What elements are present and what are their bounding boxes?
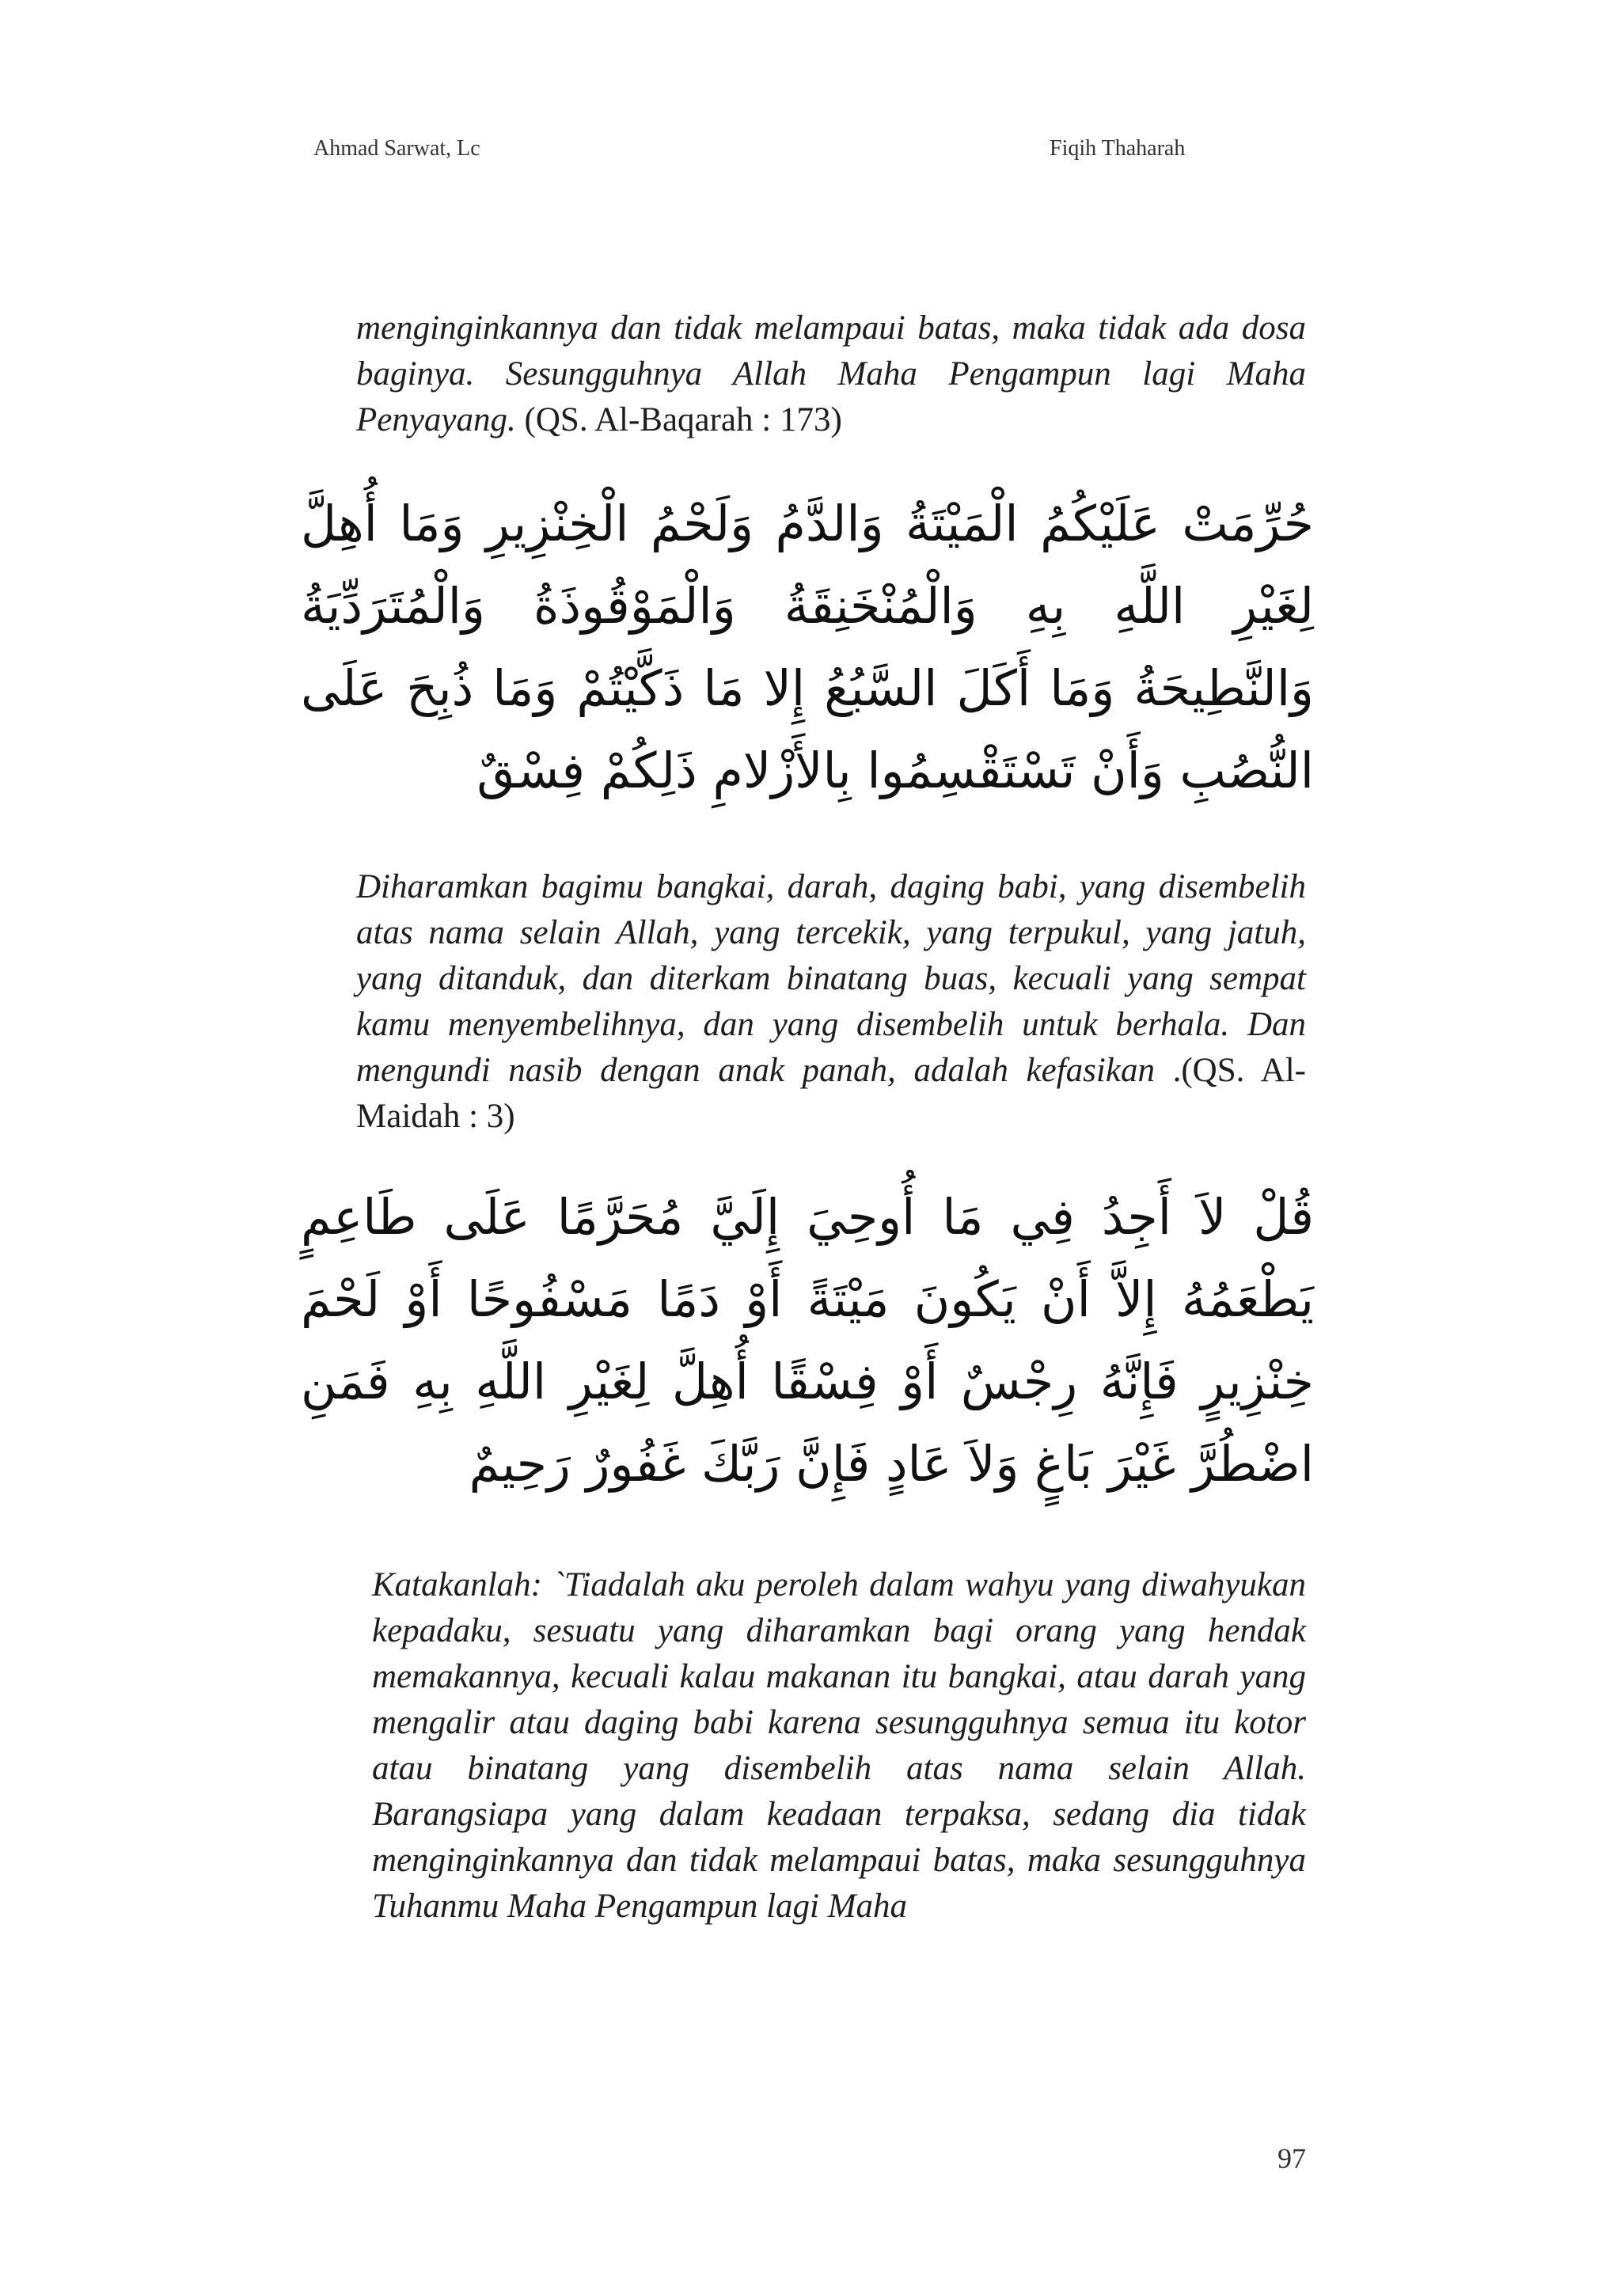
translation-text: Diharamkan bagimu bangkai, darah, daging babi, yang disembelih atas nama selain Allah, yang tercekik, yang terpukul, yang jatuh, yang ditanduk, dan diterkam binatang buas, kecuali yang sempat kamu menyembelihnya, dan yang disembelih untuk berhala. Dan mengundi nasib dengan anak panah, adalah kefasikan [356, 868, 1306, 1089]
arabic-verse-2: قُلْ لاَ أَجِدُ فِي مَا أُوحِيَ إِلَيَّ مُحَرَّمًا عَلَى طَاعِمٍ يَطْعَمُهُ إِلاَّ أَنْ يَكُونَ مَيْتَةً أَوْ دَمًا مَسْفُوحًا أَوْ لَحْمَ خِنْزِيرٍ فَإِنَّهُ رِجْسٌ أَوْ فِسْقًا أُهِلَّ لِغَيْرِ اللَّهِ بِهِ فَمَنِ اضْطُرَّ غَيْرَ بَاغٍ وَلاَ عَادٍ فَإِنَّ رَبَّكَ غَفُورٌ رَحِيمٌ [301, 1188, 1314, 1493]
translation-block-1 [356, 306, 1306, 443]
running-header-book-title: Fiqih Thaharah [1050, 136, 1186, 161]
verse-reference: (QS. Al-Baqarah : 173) [515, 401, 842, 438]
translation-block-2 [356, 864, 1306, 1140]
translation-block-3 [372, 1562, 1306, 1930]
arabic-verse-1: حُرِّمَتْ عَلَيْكُمُ الْمَيْتَةُ وَالدَّمُ وَلَحْمُ الْخِنْزِيرِ وَمَا أُهِلَّ لِغَيْرِ اللَّهِ بِهِ وَالْمُنْخَنِقَةُ وَالْمَوْقُوذَةُ وَالْمُتَرَدِّيَةُ وَالنَّطِيحَةُ وَمَا أَكَلَ السَّبُعُ إِلا مَا ذَكَّيْتُمْ وَمَا ذُبِحَ عَلَى النُّصُبِ وَأَنْ تَسْتَقْسِمُوا بِالأَزْلامِ ذَلِكُمْ فِسْقٌ [301, 495, 1314, 799]
verse-reference: .(QS. Al-Maidah : 3) [356, 1052, 1306, 1135]
translation-text: Katakanlah: `Tiadalah aku peroleh dalam wahyu yang diwahyukan kepadaku, sesuatu yang diharamkan bagi orang yang hendak memakannya, kecuali kalau makanan itu bangkai, atau darah yang mengalir atau daging babi karena sesungguhnya semua itu kotor atau binatang yang disembelih atas nama selain Allah. Barangsiapa yang dalam keadaan terpaksa, sedang dia tidak menginginkannya dan tidak melampaui batas, maka sesungguhnya Tuhanmu Maha Pengampun lagi Maha [372, 1566, 1306, 1925]
translation-text: menginginkannya dan tidak melampaui batas, maka tidak ada dosa baginya. Sesungguhnya Allah Maha Pengampun lagi Maha Penyayang. [356, 309, 1306, 438]
running-header-author: Ahmad Sarwat, Lc [313, 136, 480, 161]
page-number: 97 [1277, 2142, 1306, 2174]
